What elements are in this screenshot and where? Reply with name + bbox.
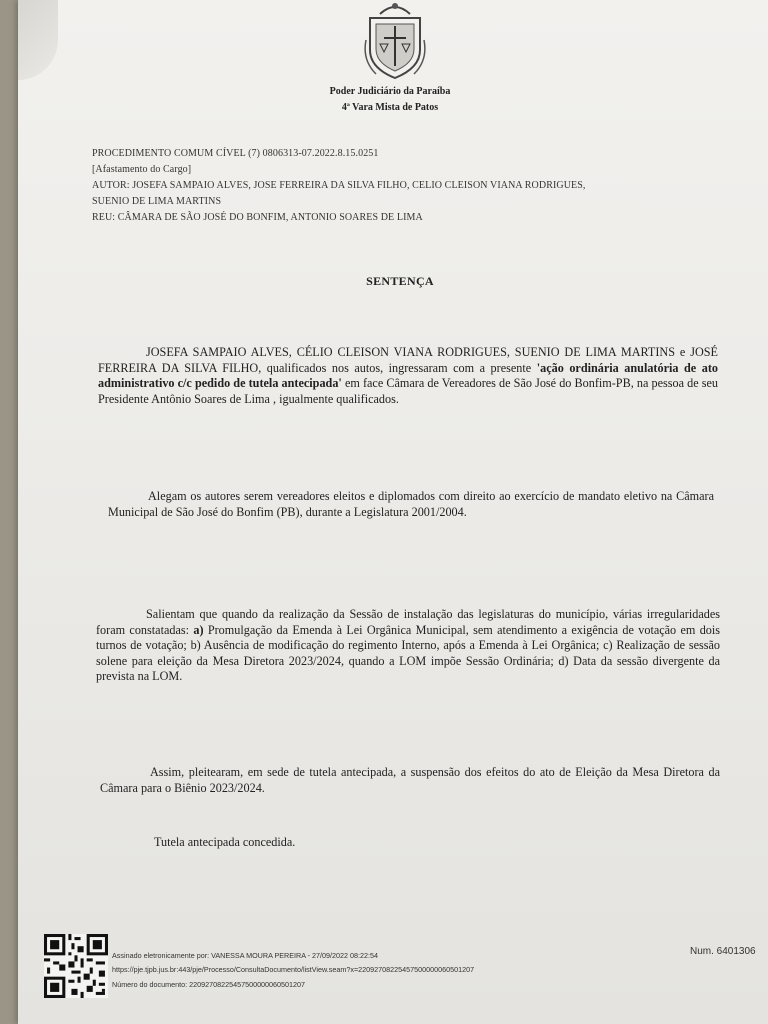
verification-url[interactable]: https://pje.tjpb.jus.br:443/pje/Processo/ConsultaDocumento/listView.seam?x=22092708225457500000060501207 — [112, 965, 475, 974]
paragraph-allegations-text: Alegam os autores serem vereadores eleitos e diplomados com direito ao exercício de mandato eletivo na Câmara Municipal de São José do Bonfim (PB), durante a Legislatura 2001/2004. — [108, 489, 714, 519]
paragraph-allegations — [108, 489, 714, 520]
coat-of-arms-icon — [362, 0, 428, 80]
action-name: 'ação ordinária anulatória de ato administrativo c/c pedido de tutela antecipada' — [98, 360, 718, 390]
defendant-line: REU: CÂMARA DE SÃO JOSÉ DO BONFIM, ANTONIO SOARES DE LIMA — [92, 212, 423, 223]
document-number: Número do documento: 22092708225457500000060501207 — [112, 980, 306, 989]
page-fold — [18, 0, 58, 80]
paragraph-request — [100, 765, 720, 796]
court-name: Poder Judiciário da Paraíba — [329, 86, 451, 97]
procedure-line: PROCEDIMENTO COMUM CÍVEL (7) 0806313-07.2022.8.15.0251 — [92, 148, 379, 159]
document-title: SENTENÇA — [366, 274, 434, 288]
paragraph-granted: Tutela antecipada concedida. — [154, 835, 296, 849]
paragraph-parties-text-end: em face Câmara de Vereadores de São José do Bonfim-PB, na pessoa de seu Presidente Antônio Soares de Lima , igualmente qualificados. — [98, 376, 718, 406]
author-line: AUTOR: JOSEFA SAMPAIO ALVES, JOSE FERREIRA DA SILVA FILHO, CELIO CLEISON VIANA RODRIGUES, — [92, 180, 586, 191]
court-division: 4ª Vara Mista de Patos — [341, 102, 439, 113]
page-num-label: Num. 6401306 — [690, 946, 756, 957]
qr-code-icon — [44, 934, 108, 998]
signature-line: Assinado eletronicamente por: VANESSA MOURA PEREIRA - 27/09/2022 08:22:54 — [112, 951, 378, 960]
subject-line: [Afastamento do Cargo] — [92, 164, 192, 175]
paragraph-request-text: Assim, pleitearam, em sede de tutela antecipada, a suspensão dos efeitos do ato de Eleição da Mesa Diretora da Câmara para o Biênio 2023/2024. — [100, 765, 720, 795]
paragraph-parties-text: JOSEFA SAMPAIO ALVES, CÉLIO CLEISON VIANA RODRIGUES, SUENIO DE LIMA MARTINS e JOSÉ FERREIRA DA SILVA FILHO, qualificados nos autos, ingressaram com a presente — [98, 345, 718, 375]
author-line-continued: SUENIO DE LIMA MARTINS — [92, 196, 222, 207]
paragraph-irregularities-list: Promulgação da Emenda à Lei Orgânica Municipal, sem atendimento a exigência de votação em dois turnos de votação; b) Ausência de modificação do regimento Interno, após a Emenda à Lei Orgânica; c) Realização de sessão solene para eleição da Mesa Diretora 2023/2024, quando a LOM impõe Sessão Ordinária; d) Data da sessão divergente da prevista na LOM. — [96, 622, 721, 683]
paragraph-irregularities — [96, 607, 720, 685]
item-a-marker: a) — [193, 622, 204, 637]
paragraph-parties — [98, 345, 718, 407]
paragraph-irregularities-text: Salientam que quando da realização da Sessão de instalação das legislaturas do município, várias irregularidades foram constatadas: — [96, 607, 720, 637]
